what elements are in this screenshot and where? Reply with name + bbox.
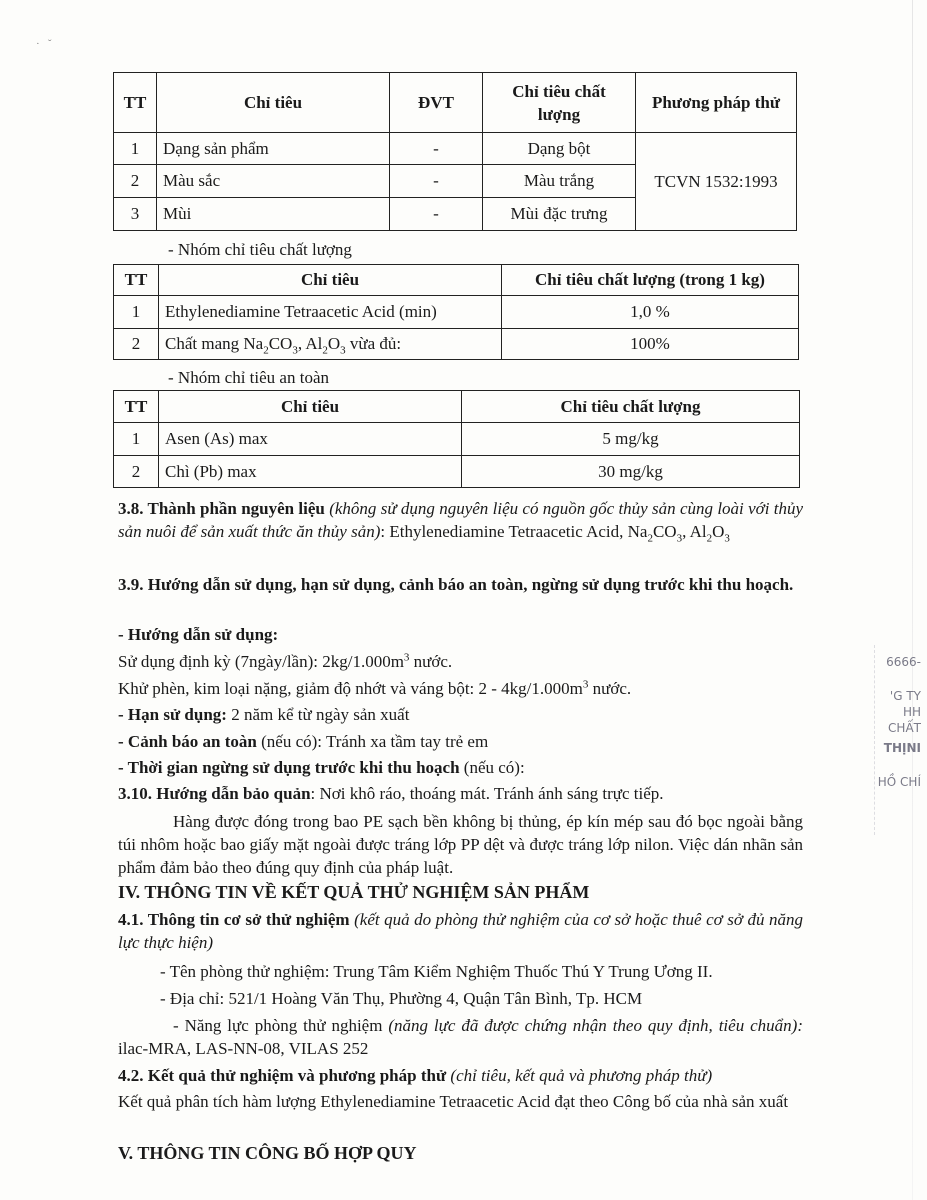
cell-quality: 5 mg/kg bbox=[462, 423, 800, 456]
cell-quality: 100% bbox=[502, 329, 799, 360]
section-iv-heading: IV. THÔNG TIN VỀ KẾT QUẢ THỬ NGHIỆM SẢN PHẨM bbox=[118, 882, 590, 902]
cell-tt: 2 bbox=[114, 165, 157, 198]
physical-criteria-table bbox=[113, 72, 797, 231]
cell-method: TCVN 1532:1993 bbox=[636, 133, 797, 231]
table-row bbox=[114, 456, 800, 488]
partial-stamp: 6666- 'G TY HH CHẤT THỊNI HỒ CHÍ bbox=[848, 645, 927, 835]
header-quality: Chỉ tiêu chất lượng bbox=[483, 73, 636, 133]
cell-criteria: Chất mang $Na_2CO_3$, $Al_2O_3$ vừa đủ: bbox=[159, 329, 502, 360]
table-row bbox=[114, 296, 799, 329]
section-4-2-result: Kết quả phân tích hàm lượng Ethylenediamine Tetraacetic Acid đạt theo Công bố của nhà sản xuất bbox=[118, 1092, 789, 1111]
lab-capability: - Năng lực phòng thử nghiệm (năng lực đã được chứng nhận theo quy định, tiêu chuẩn): ilac-MRA, LAS-NN-08, VILAS 252 bbox=[118, 1016, 803, 1058]
cell-unit: - bbox=[390, 198, 483, 231]
header-criteria: Chỉ tiêu bbox=[159, 391, 462, 423]
withdrawal-line: - Thời gian ngừng sử dụng trước khi thu hoạch (nếu có): bbox=[118, 758, 525, 777]
cell-unit: - bbox=[390, 133, 483, 165]
quality-group-note: - Nhóm chỉ tiêu chất lượng bbox=[168, 240, 352, 259]
section-3-8-note: (không sử dụng nguyên liệu có nguồn gốc thủy sản cùng loài với thủy sản nuôi để sản xuất thức ăn thủy sản) bbox=[118, 499, 803, 541]
warning-line: - Cảnh báo an toàn (nếu có): Tránh xa tầm tay trẻ em bbox=[118, 732, 489, 751]
cell-tt: 2 bbox=[114, 456, 159, 488]
expiry-line: - Hạn sử dụng: 2 năm kể từ ngày sản xuất bbox=[118, 705, 410, 724]
section-4-2: 4.2. Kết quả thử nghiệm và phương pháp thử (chỉ tiêu, kết quả và phương pháp thử) bbox=[118, 1066, 713, 1085]
section-4-1: 4.1. Thông tin cơ sở thử nghiệm (kết quả do phòng thử nghiệm của cơ sở hoặc thuê cơ sở đủ năng lực thực hiện) bbox=[118, 910, 803, 952]
cell-tt: 2 bbox=[114, 329, 159, 360]
section-3-10: 3.10. Hướng dẫn bảo quản: Nơi khô ráo, thoáng mát. Tránh ánh sáng trực tiếp. bbox=[118, 784, 664, 803]
lab-address: - Địa chỉ: 521/1 Hoàng Văn Thụ, Phường 4, Quận Tân Bình, Tp. HCM bbox=[160, 989, 643, 1008]
table-header-row bbox=[114, 265, 799, 296]
table-header-row bbox=[114, 73, 797, 133]
table-header-row bbox=[114, 391, 800, 423]
table-row bbox=[114, 133, 797, 165]
header-criteria: Chỉ tiêu bbox=[157, 73, 390, 133]
section-3-8-title: 3.8. Thành phần nguyên liệu bbox=[118, 499, 325, 518]
table-row bbox=[114, 423, 800, 456]
cell-quality: 1,0 % bbox=[502, 296, 799, 329]
cell-criteria: Màu sắc bbox=[157, 165, 390, 198]
section-3-9-title: 3.9. Hướng dẫn sử dụng, hạn sử dụng, cảnh báo an toàn, ngừng sử dụng trước khi thu hoạch. bbox=[118, 575, 794, 594]
header-tt: TT bbox=[114, 73, 157, 133]
cell-quality: Dạng bột bbox=[483, 133, 636, 165]
section-v-heading: V. THÔNG TIN CÔNG BỐ HỢP QUY bbox=[118, 1143, 417, 1163]
cell-tt: 1 bbox=[114, 133, 157, 165]
cell-tt: 3 bbox=[114, 198, 157, 231]
page-edge bbox=[912, 0, 913, 1200]
lab-name: - Tên phòng thử nghiệm: Trung Tâm Kiểm Nghiệm Thuốc Thú Y Trung Ương II. bbox=[160, 962, 713, 981]
cell-quality: 30 mg/kg bbox=[462, 456, 800, 488]
cell-criteria: Dạng sản phẩm bbox=[157, 133, 390, 165]
cell-criteria: Ethylenediamine Tetraacetic Acid (min) bbox=[159, 296, 502, 329]
cell-criteria: Asen (As) max bbox=[159, 423, 462, 456]
header-quality: Chỉ tiêu chất lượng bbox=[462, 391, 800, 423]
cell-tt: 1 bbox=[114, 423, 159, 456]
quality-criteria-table bbox=[113, 264, 799, 360]
usage-heading: - Hướng dẫn sử dụng: bbox=[118, 625, 279, 644]
corner-mark: · ˇ bbox=[36, 38, 52, 50]
cell-quality: Màu trắng bbox=[483, 165, 636, 198]
usage-line-1: Sử dụng định kỳ (7ngày/lần): $2kg/1.000m^3$ nước. bbox=[118, 651, 453, 671]
packaging-paragraph: Hàng được đóng trong bao PE sạch bền không bị thủng, ép kín mép sau đó bọc ngoài bằng túi nhôm hoặc bao giấy mặt ngoài được tráng lớp PP dệt và được tráng lớp nilon. Việc dán nhãn sản phẩm đảm bảo theo đúng quy định của pháp luật. bbox=[118, 812, 803, 877]
header-tt: TT bbox=[114, 265, 159, 296]
header-quality: Chỉ tiêu chất lượng (trong 1 kg) bbox=[502, 265, 799, 296]
cell-unit: - bbox=[390, 165, 483, 198]
safety-criteria-table bbox=[113, 390, 800, 488]
header-unit: ĐVT bbox=[390, 73, 483, 133]
usage-line-2: Khử phèn, kim loại nặng, giảm độ nhớt và váng bột: $2 - 4kg/1.000m^3$ nước. bbox=[118, 678, 632, 698]
cell-criteria: Mùi bbox=[157, 198, 390, 231]
table-row bbox=[114, 329, 799, 360]
header-method: Phương pháp thử bbox=[636, 73, 797, 133]
header-criteria: Chỉ tiêu bbox=[159, 265, 502, 296]
cell-quality: Mùi đặc trưng bbox=[483, 198, 636, 231]
section-3-8: 3.8. Thành phần nguyên liệu (không sử dụng nguyên liệu có nguồn gốc thủy sản cùng loài với thủy sản nuôi để sản xuất thức ăn thủy sản): Ethylenediamine Tetraacetic Acid, $Na_2CO_3$, $Al_2O_3$ bbox=[118, 499, 803, 545]
safety-group-note: - Nhóm chỉ tiêu an toàn bbox=[168, 368, 329, 387]
cell-tt: 1 bbox=[114, 296, 159, 329]
header-tt: TT bbox=[114, 391, 159, 423]
cell-criteria: Chì (Pb) max bbox=[159, 456, 462, 488]
